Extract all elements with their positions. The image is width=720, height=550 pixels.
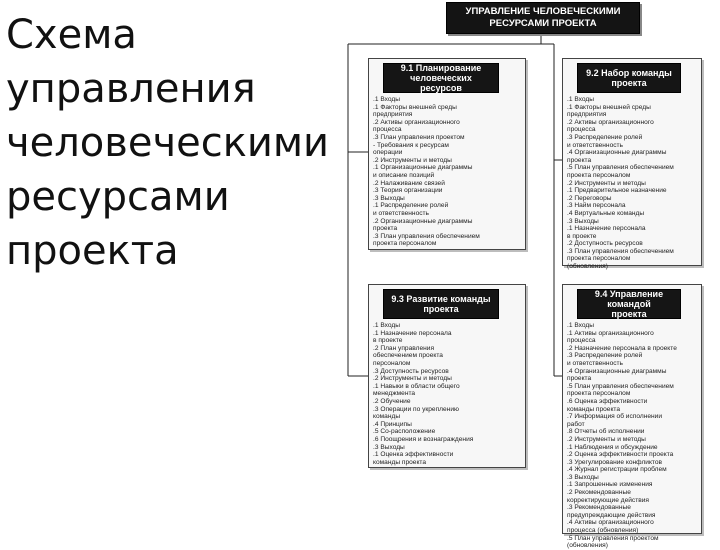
process-card-9-1-title: 9.1 Планирование человеческих ресурсов (383, 63, 499, 93)
process-card-9-3-body: .1 Входы .1 Назначение персонала в проекте .2 План управления обеспечением проекта персоналом .3 Доступность ресурсов .2 Инструменты и методы .1 Навыки в области общего менеджмента .2 Обучение .3 Операции по укреплению команды .4 Принципы .5 Со-расположение .6 Поощрения и вознаграждения .3 Выходы .1 Оценка эффективности команды проекта (373, 322, 474, 466)
process-card-9-1 (368, 58, 526, 250)
process-card-9-4-title: 9.4 Управление командой проекта (577, 289, 681, 319)
process-card-9-4-body: .1 Входы .1 Активы организационного процесса .2 Назначение персонала в проекте .3 Распределение ролей и ответственность .4 Организационные диаграммы проекта .5 План управления обеспечением проекта персоналом .6 Оценка эффективности команды проекта .7 Информация об исполнении работ .8 Отчеты об исполнении .2 Инструменты и методы .1 Наблюдения и обсуждение .2 Оценка эффективности проекта .3 Урегулирование конфликтов .4 Журнал регистрации проблем .3 Выходы .1 Запрошенные изменения .2 Рекомендованные корректирующие действия .3 Рекомендованные предупреждающие действия .4 Активы организационного процесса (обновления) .5 План управления проектом (обновления) (567, 322, 677, 550)
root-process-box: УПРАВЛЕНИЕ ЧЕЛОВЕЧЕСКИМИ РЕСУРСАМИ ПРОЕКТА (446, 2, 640, 34)
process-card-9-2-title: 9.2 Набор команды проекта (577, 63, 681, 93)
process-card-9-3-title: 9.3 Развитие команды проекта (383, 289, 499, 319)
process-card-9-1-body: .1 Входы .1 Факторы внешней среды предприятия .2 Активы организационного процесса .3 План управления проектом - Требования к ресурсам операции .2 Инструменты и методы .1 Организационные диаграммы и описание позиций .2 Налаживание связей .3 Теория организации .3 Выходы .1 Распределение ролей и ответственность .2 Организационные диаграммы проекта .3 План управления обеспечением проекта персоналом (373, 96, 480, 248)
process-card-9-3 (368, 284, 526, 468)
slide-title: Схема управления человеческими ресурсами проекта (6, 12, 330, 274)
process-card-9-2 (562, 58, 702, 271)
process-card-9-4 (562, 284, 702, 550)
process-card-9-2-body: .1 Входы .1 Факторы внешней среды предприятия .2 Активы организационного процесса .3 Распределение ролей и ответственность .4 Организационные диаграммы проекта .5 План управления обеспечением проекта персоналом .2 Инструменты и методы .1 Предварительное назначение .2 Переговоры .3 Найм персонала .4 Виртуальные команды .3 Выходы .1 Назначение персонала в проекте .2 Доступность ресурсов .3 План управления обеспечением проекта персоналом (обновления) (567, 96, 674, 271)
